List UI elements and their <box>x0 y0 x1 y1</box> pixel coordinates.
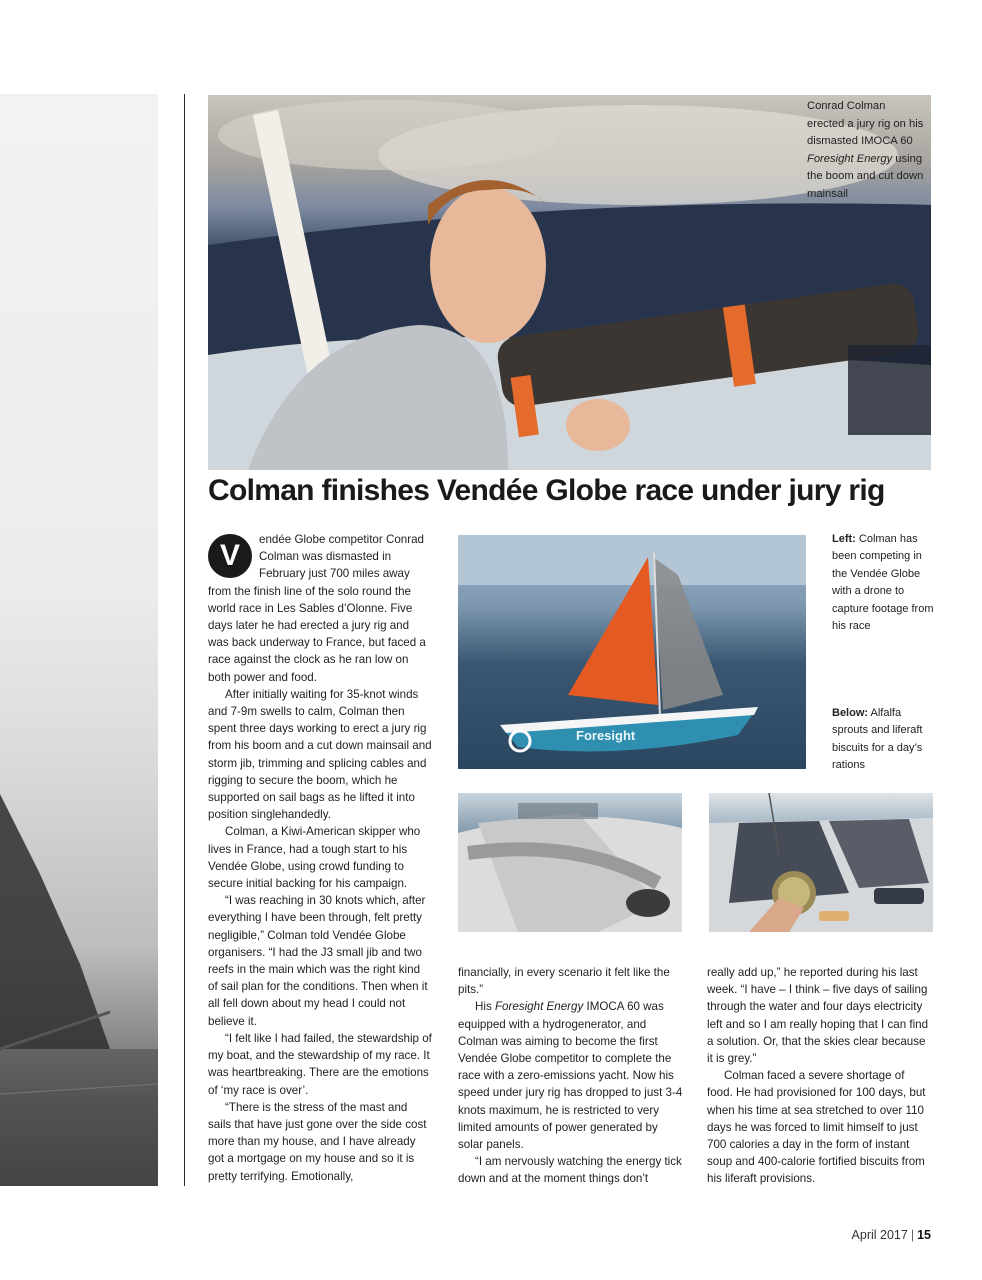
hull-text: Foresight <box>576 728 636 743</box>
article-paragraph: financially, in every scenario it felt like the pits.” <box>458 966 670 997</box>
rations-photo <box>709 793 933 932</box>
headline: Colman finishes Vendée Globe race under jury rig <box>208 474 885 507</box>
article-paragraph: “There is the stress of the mast and sails that have just gone over the side cost more than my house, and I have already got a mortgage on my house and so it is pretty terrifying. Emotionally, <box>208 1100 427 1183</box>
article-paragraph: V endée Globe competitor Conrad Colman was dismasted in February just 700 miles away from the finish line of the solo round the world race in Les Sables d’Olonne. Five days later he had erected a jury rig and was back underway to France, but faced a race against the clock as he ran low on both power and food. <box>208 533 426 684</box>
article-paragraph: After initially waiting for 35-knot winds and 7-9m swells to calm, Colman then spent three days working to erect a jury rig from his boom and a cut down mainsail and storm jib, trimming and splicing cables and rigging to secure the boom, which he supported on sail bags as he lifted it into position singlehandedly. <box>208 687 432 822</box>
issue-date: April 2017 <box>851 1228 908 1242</box>
article-paragraph: His Foresight Energy IMOCA 60 was equipped with a hydrogenerator, and Colman was aiming to become the first Vendée Globe competitor to complete the race with a zero-emissions yacht. Now his speed under jury rig has dropped to just 3-4 knots maximum, he is restricted to very limited amounts of power generated by solar panels. <box>458 1000 683 1152</box>
column-divider <box>184 94 185 1186</box>
article-paragraph: “I am nervously watching the energy tick down and at the moment things don’t <box>458 1155 682 1186</box>
article-column-1 <box>208 531 432 1185</box>
article-paragraph: “I was reaching in 30 knots which, after everything I have been through, felt pretty negligible,” Colman told Vendée Globe organisers. “I had the J3 small jib and two reefs in the main which was the right kind of sail plan for the conditions. Then when it all fell down about my head I could not believe it. <box>208 894 428 1028</box>
caption-below: Below: Alfalfa sprouts and liferaft biscuits for a day’s rations <box>832 707 923 772</box>
caption-left: Left: Colman has been competing in the Vendée Globe with a drone to capture footage from his race <box>832 533 934 633</box>
article-paragraph: “I felt like I had failed, the stewardship of my boat, and the stewardship of my race. It was heartbreaking. There are the emotions of ‘my race is over’. <box>208 1031 432 1097</box>
article-paragraph: Colman, a Kiwi-American skipper who lives in France, had a tough start to his Vendée Globe, using crowd funding to secure initial backing for his campaign. <box>208 825 421 891</box>
page-number: 15 <box>917 1228 931 1242</box>
hero-caption: Conrad Colman erected a jury rig on his dismasted IMOCA 60 Foresight Energy using the boom and cut down mainsail <box>807 100 924 200</box>
drop-cap: V <box>208 534 252 578</box>
article-paragraph: really add up,” he reported during his last week. “I have – I think – five days of sailing through the water and four days electricity left and so I am really hoping that I can find a solution. Or, that the skies clear because it is grey.” <box>707 966 929 1066</box>
article-column-3 <box>707 964 933 1188</box>
boat-drone-photo <box>458 535 806 769</box>
opposite-page-photo <box>0 94 158 1186</box>
article-paragraph: Colman faced a severe shortage of food. He had provisioned for 100 days, but when his time at sea stretched to over 110 days he was forced to limit himself to just 700 calories a day in the form of instant soup and 400-calorie fortified biscuits from his liferaft provisions. <box>707 1069 926 1186</box>
page-folio: April 2017 | 15 <box>851 1228 931 1242</box>
boom-sailbag-photo <box>458 793 682 932</box>
article-column-2 <box>458 964 684 1188</box>
